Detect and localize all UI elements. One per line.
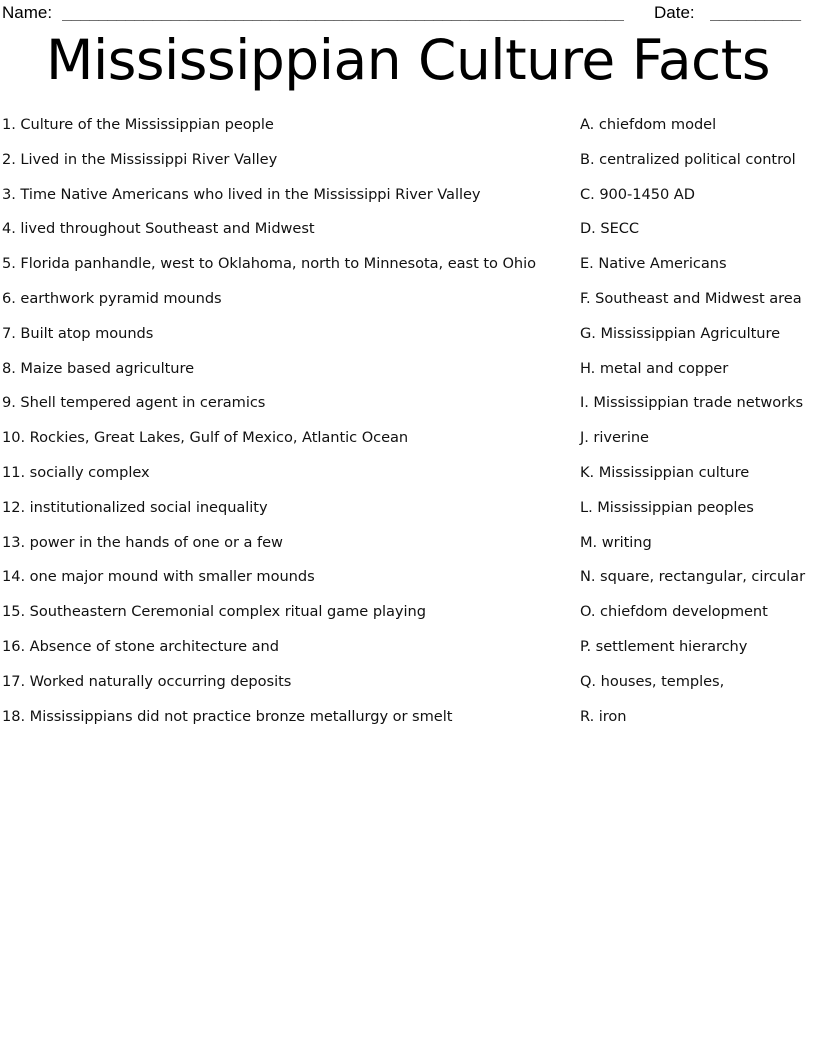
lettered-items-column: [580, 108, 816, 734]
lettered-item-text: chiefdom model: [594, 116, 717, 133]
lettered-item[interactable]: [580, 526, 816, 561]
numbered-item-marker: 6.: [2, 289, 16, 307]
numbered-item-text: Built atop mounds: [15, 324, 154, 342]
lettered-item-text: settlement hierarchy: [591, 637, 748, 655]
page-title: Mississippian Culture Facts: [45, 28, 770, 92]
lettered-item-text: iron: [594, 707, 627, 725]
lettered-item-text: Mississippian peoples: [592, 498, 754, 516]
numbered-item[interactable]: [2, 456, 562, 491]
numbered-item-text: Mississippians did not practice bronze metallurgy or smelt: [25, 707, 453, 725]
lettered-item-text: SECC: [595, 220, 640, 238]
lettered-item-marker: J.: [580, 429, 589, 447]
numbered-item-text: power in the hands of one or a few: [25, 533, 283, 551]
lettered-item-marker: K.: [580, 463, 595, 481]
lettered-item-marker: L.: [580, 498, 593, 516]
numbered-item[interactable]: [2, 665, 562, 700]
lettered-item-marker: P.: [580, 637, 592, 655]
numbered-item[interactable]: [2, 247, 562, 282]
lettered-item-marker: Q.: [580, 672, 597, 690]
lettered-item-text: Mississippian trade networks: [588, 394, 804, 412]
numbered-item-text: Rockies, Great Lakes, Gulf of Mexico, Atlantic Ocean: [25, 429, 409, 447]
lettered-item[interactable]: [580, 595, 816, 630]
lettered-item-marker: C.: [580, 185, 595, 203]
lettered-item-marker: H.: [580, 359, 596, 377]
matching-columns: [0, 108, 816, 748]
lettered-item[interactable]: [580, 178, 816, 213]
numbered-item[interactable]: [2, 421, 562, 456]
lettered-item-marker: F.: [580, 289, 591, 307]
lettered-item[interactable]: [580, 282, 816, 317]
numbered-item-text: Southeastern Ceremonial complex ritual game playing: [25, 603, 426, 621]
numbered-item-text: Absence of stone architecture and: [25, 637, 279, 655]
numbered-item-marker: 10.: [2, 429, 26, 447]
lettered-item-marker: R.: [580, 707, 595, 725]
lettered-item-text: Mississippian Agriculture: [595, 324, 781, 342]
lettered-item[interactable]: [580, 317, 816, 352]
numbered-item-text: Maize based agriculture: [15, 359, 195, 377]
numbered-item[interactable]: [2, 143, 562, 178]
lettered-item[interactable]: [580, 352, 816, 387]
numbered-item-marker: 2.: [2, 150, 16, 168]
lettered-item-marker: M.: [580, 533, 598, 551]
numbered-item-marker: 11.: [2, 463, 26, 481]
lettered-item-marker: E.: [580, 255, 594, 273]
numbered-item-marker: 3.: [2, 185, 16, 203]
lettered-item-text: Southeast and Midwest area: [590, 289, 802, 307]
numbered-item-marker: 1.: [2, 116, 16, 133]
lettered-item-text: centralized political control: [594, 150, 796, 168]
lettered-item[interactable]: [580, 108, 816, 143]
name-write-in-line[interactable]: ______________________________________________________________: [62, 3, 624, 21]
lettered-item[interactable]: [580, 560, 816, 595]
numbered-item-text: Time Native Americans who lived in the Mississippi River Valley: [15, 185, 481, 203]
lettered-item[interactable]: [580, 630, 816, 665]
numbered-item[interactable]: [2, 491, 562, 526]
numbered-item[interactable]: [2, 178, 562, 213]
lettered-item-text: Native Americans: [593, 255, 727, 273]
numbered-item-marker: 4.: [2, 220, 16, 238]
lettered-item-text: Mississippian culture: [594, 463, 750, 481]
lettered-item[interactable]: [580, 421, 816, 456]
lettered-item-text: writing: [597, 533, 652, 551]
numbered-item-marker: 12.: [2, 498, 26, 516]
numbered-item-text: lived throughout Southeast and Midwest: [15, 220, 315, 238]
lettered-item[interactable]: [580, 700, 816, 735]
numbered-item[interactable]: [2, 212, 562, 247]
numbered-item[interactable]: [2, 595, 562, 630]
numbered-item-text: Florida panhandle, west to Oklahoma, north to Minnesota, east to Ohio: [15, 255, 537, 273]
date-label: Date:: [654, 3, 695, 22]
numbered-item[interactable]: [2, 700, 562, 735]
lettered-item[interactable]: [580, 386, 816, 421]
numbered-items-column: [2, 108, 562, 734]
lettered-item[interactable]: [580, 247, 816, 282]
date-write-in-line[interactable]: __________: [710, 3, 801, 21]
numbered-item-text: socially complex: [25, 463, 150, 481]
numbered-item-marker: 7.: [2, 324, 16, 342]
lettered-item-text: 900-1450 AD: [594, 185, 695, 203]
lettered-item-marker: A.: [580, 116, 595, 133]
numbered-item[interactable]: [2, 386, 562, 421]
lettered-item-marker: I.: [580, 394, 589, 412]
numbered-item-marker: 5.: [2, 255, 16, 273]
numbered-item-text: Shell tempered agent in ceramics: [15, 394, 266, 412]
numbered-item-marker: 17.: [2, 672, 26, 690]
lettered-item-marker: O.: [580, 603, 596, 621]
lettered-item[interactable]: [580, 665, 816, 700]
numbered-item[interactable]: [2, 317, 562, 352]
numbered-item-marker: 8.: [2, 359, 16, 377]
numbered-item-text: Worked naturally occurring deposits: [25, 672, 292, 690]
lettered-item[interactable]: [580, 143, 816, 178]
name-label: Name:: [2, 3, 53, 22]
numbered-item[interactable]: [2, 282, 562, 317]
lettered-item-marker: N.: [580, 568, 596, 586]
lettered-item-marker: D.: [580, 220, 596, 238]
numbered-item-text: Lived in the Mississippi River Valley: [15, 150, 278, 168]
lettered-item-marker: G.: [580, 324, 596, 342]
numbered-item-marker: 14.: [2, 568, 26, 586]
name-date-header: [0, 0, 816, 26]
lettered-item-text: square, rectangular, circular: [595, 568, 806, 586]
numbered-item[interactable]: [2, 526, 562, 561]
lettered-item[interactable]: [580, 491, 816, 526]
numbered-item[interactable]: [2, 560, 562, 595]
numbered-item-text: one major mound with smaller mounds: [25, 568, 315, 586]
numbered-item-text: institutionalized social inequality: [25, 498, 268, 516]
numbered-item-marker: 9.: [2, 394, 16, 412]
numbered-item-marker: 13.: [2, 533, 26, 551]
lettered-item-text: riverine: [588, 429, 649, 447]
numbered-item-marker: 15.: [2, 603, 26, 621]
numbered-item-text: earthwork pyramid mounds: [15, 289, 222, 307]
lettered-item[interactable]: [580, 212, 816, 247]
numbered-item[interactable]: [2, 630, 562, 665]
lettered-item-text: houses, temples,: [596, 672, 725, 690]
numbered-item-marker: 18.: [2, 707, 26, 725]
numbered-item-marker: 16.: [2, 637, 26, 655]
lettered-item-text: chiefdom development: [595, 603, 768, 621]
lettered-item[interactable]: [580, 456, 816, 491]
numbered-item[interactable]: [2, 352, 562, 387]
lettered-item-text: metal and copper: [595, 359, 729, 377]
lettered-item-marker: B.: [580, 150, 595, 168]
numbered-item-text: Culture of the Mississippian people: [15, 116, 274, 133]
numbered-item[interactable]: [2, 108, 562, 143]
